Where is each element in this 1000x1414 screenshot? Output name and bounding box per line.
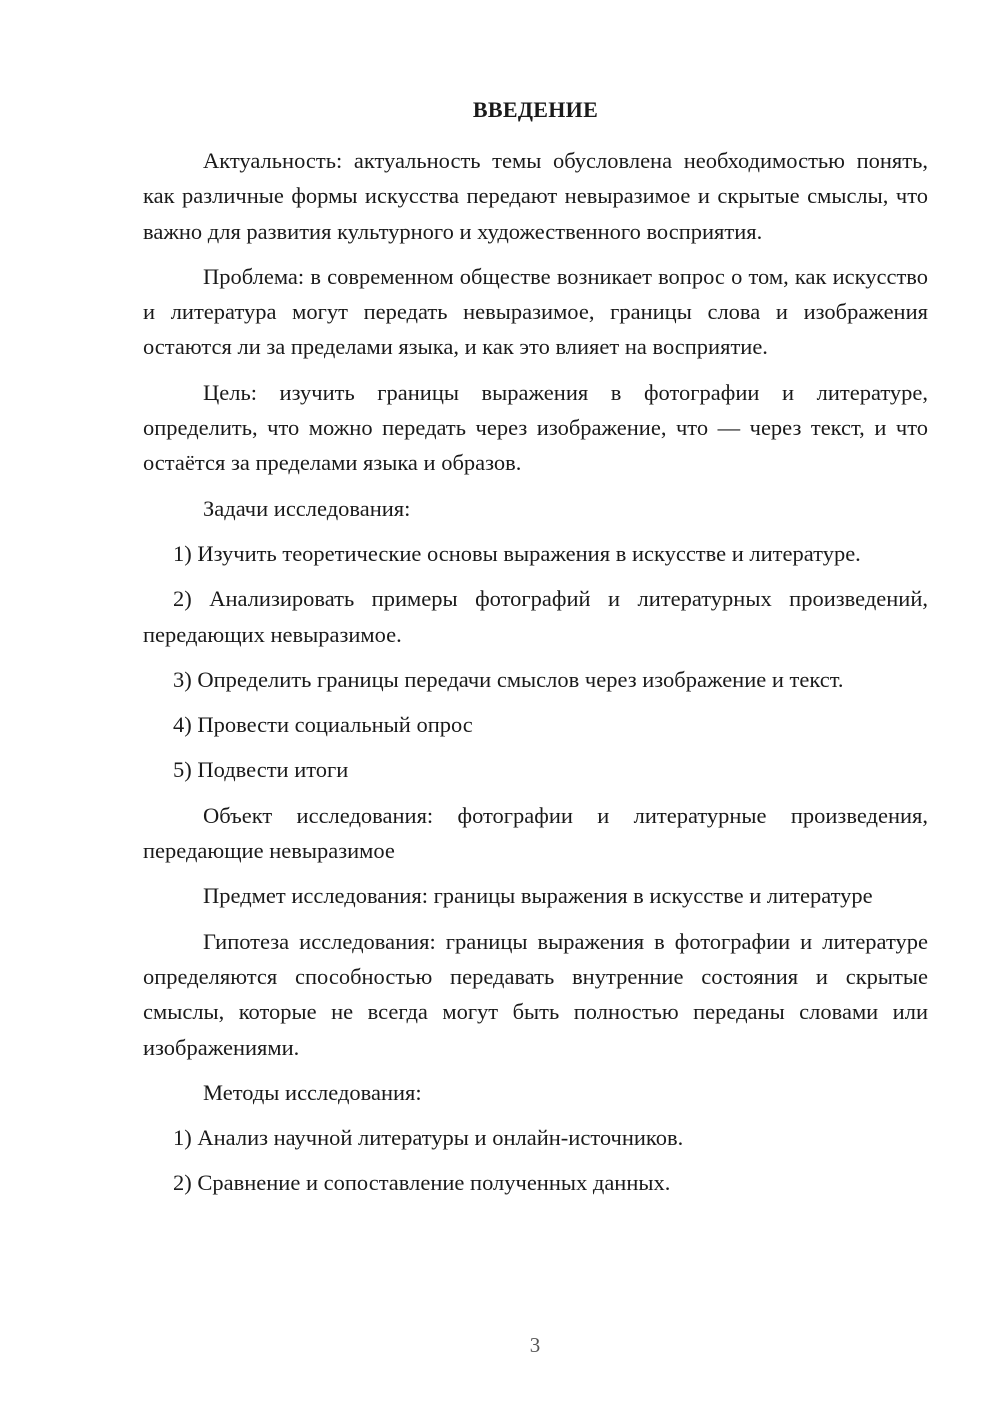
task-item-2: 2) Анализировать примеры фотографий и литературных произведений, передающих невыразимое. bbox=[143, 586, 928, 647]
task-item-3: 3) Определить границы передачи смыслов через изображение и текст. bbox=[173, 666, 844, 692]
hypothesis-paragraph: Гипотеза исследования: границы выражения в фотографии и литературе определяются способностью передавать внутренние состояния и скрытые смыслы, которые не всегда могут быть полностью переданы словами или изображениями. bbox=[143, 928, 928, 1060]
goal-paragraph: Цель: изучить границы выражения в фотографии и литературе, определить, что можно передать через изображение, что — через текст, и что остаётся за пределами языка и образов. bbox=[143, 379, 928, 476]
task-item-4: 4) Провести социальный опрос bbox=[173, 712, 473, 738]
task-item-5: 5) Подвести итоги bbox=[173, 757, 349, 783]
method-item-2: 2) Сравнение и сопоставление полученных данных. bbox=[173, 1170, 671, 1196]
task-item-1: 1) Изучить теоретические основы выражения в искусстве и литературе. bbox=[173, 540, 861, 566]
methods-intro: Методы исследования: bbox=[203, 1079, 422, 1105]
tasks-intro: Задачи исследования: bbox=[203, 495, 411, 521]
section-heading: ВВЕДЕНИЕ bbox=[472, 97, 599, 122]
page-content bbox=[143, 92, 928, 1211]
object-paragraph: Объект исследования: фотографии и литературные произведения, передающие невыразимое bbox=[143, 802, 928, 864]
problem-paragraph: Проблема: в современном обществе возникает вопрос о том, как искусство и литература могут передать невыразимое, границы слова и изображения остаются ли за пределами языка, и как это влияет на восприятие. bbox=[143, 263, 928, 360]
page-number: 3 bbox=[529, 1333, 541, 1357]
relevance-paragraph: Актуальность: актуальность темы обусловлена необходимостью понять, как различные формы искусства передают невыразимое и скрытые смыслы, что важно для развития культурного и художественного восприятия. bbox=[143, 148, 928, 244]
method-item-1: 1) Анализ научной литературы и онлайн-источников. bbox=[173, 1125, 684, 1151]
subject-paragraph: Предмет исследования: границы выражения в искусстве и литературе bbox=[203, 883, 873, 909]
